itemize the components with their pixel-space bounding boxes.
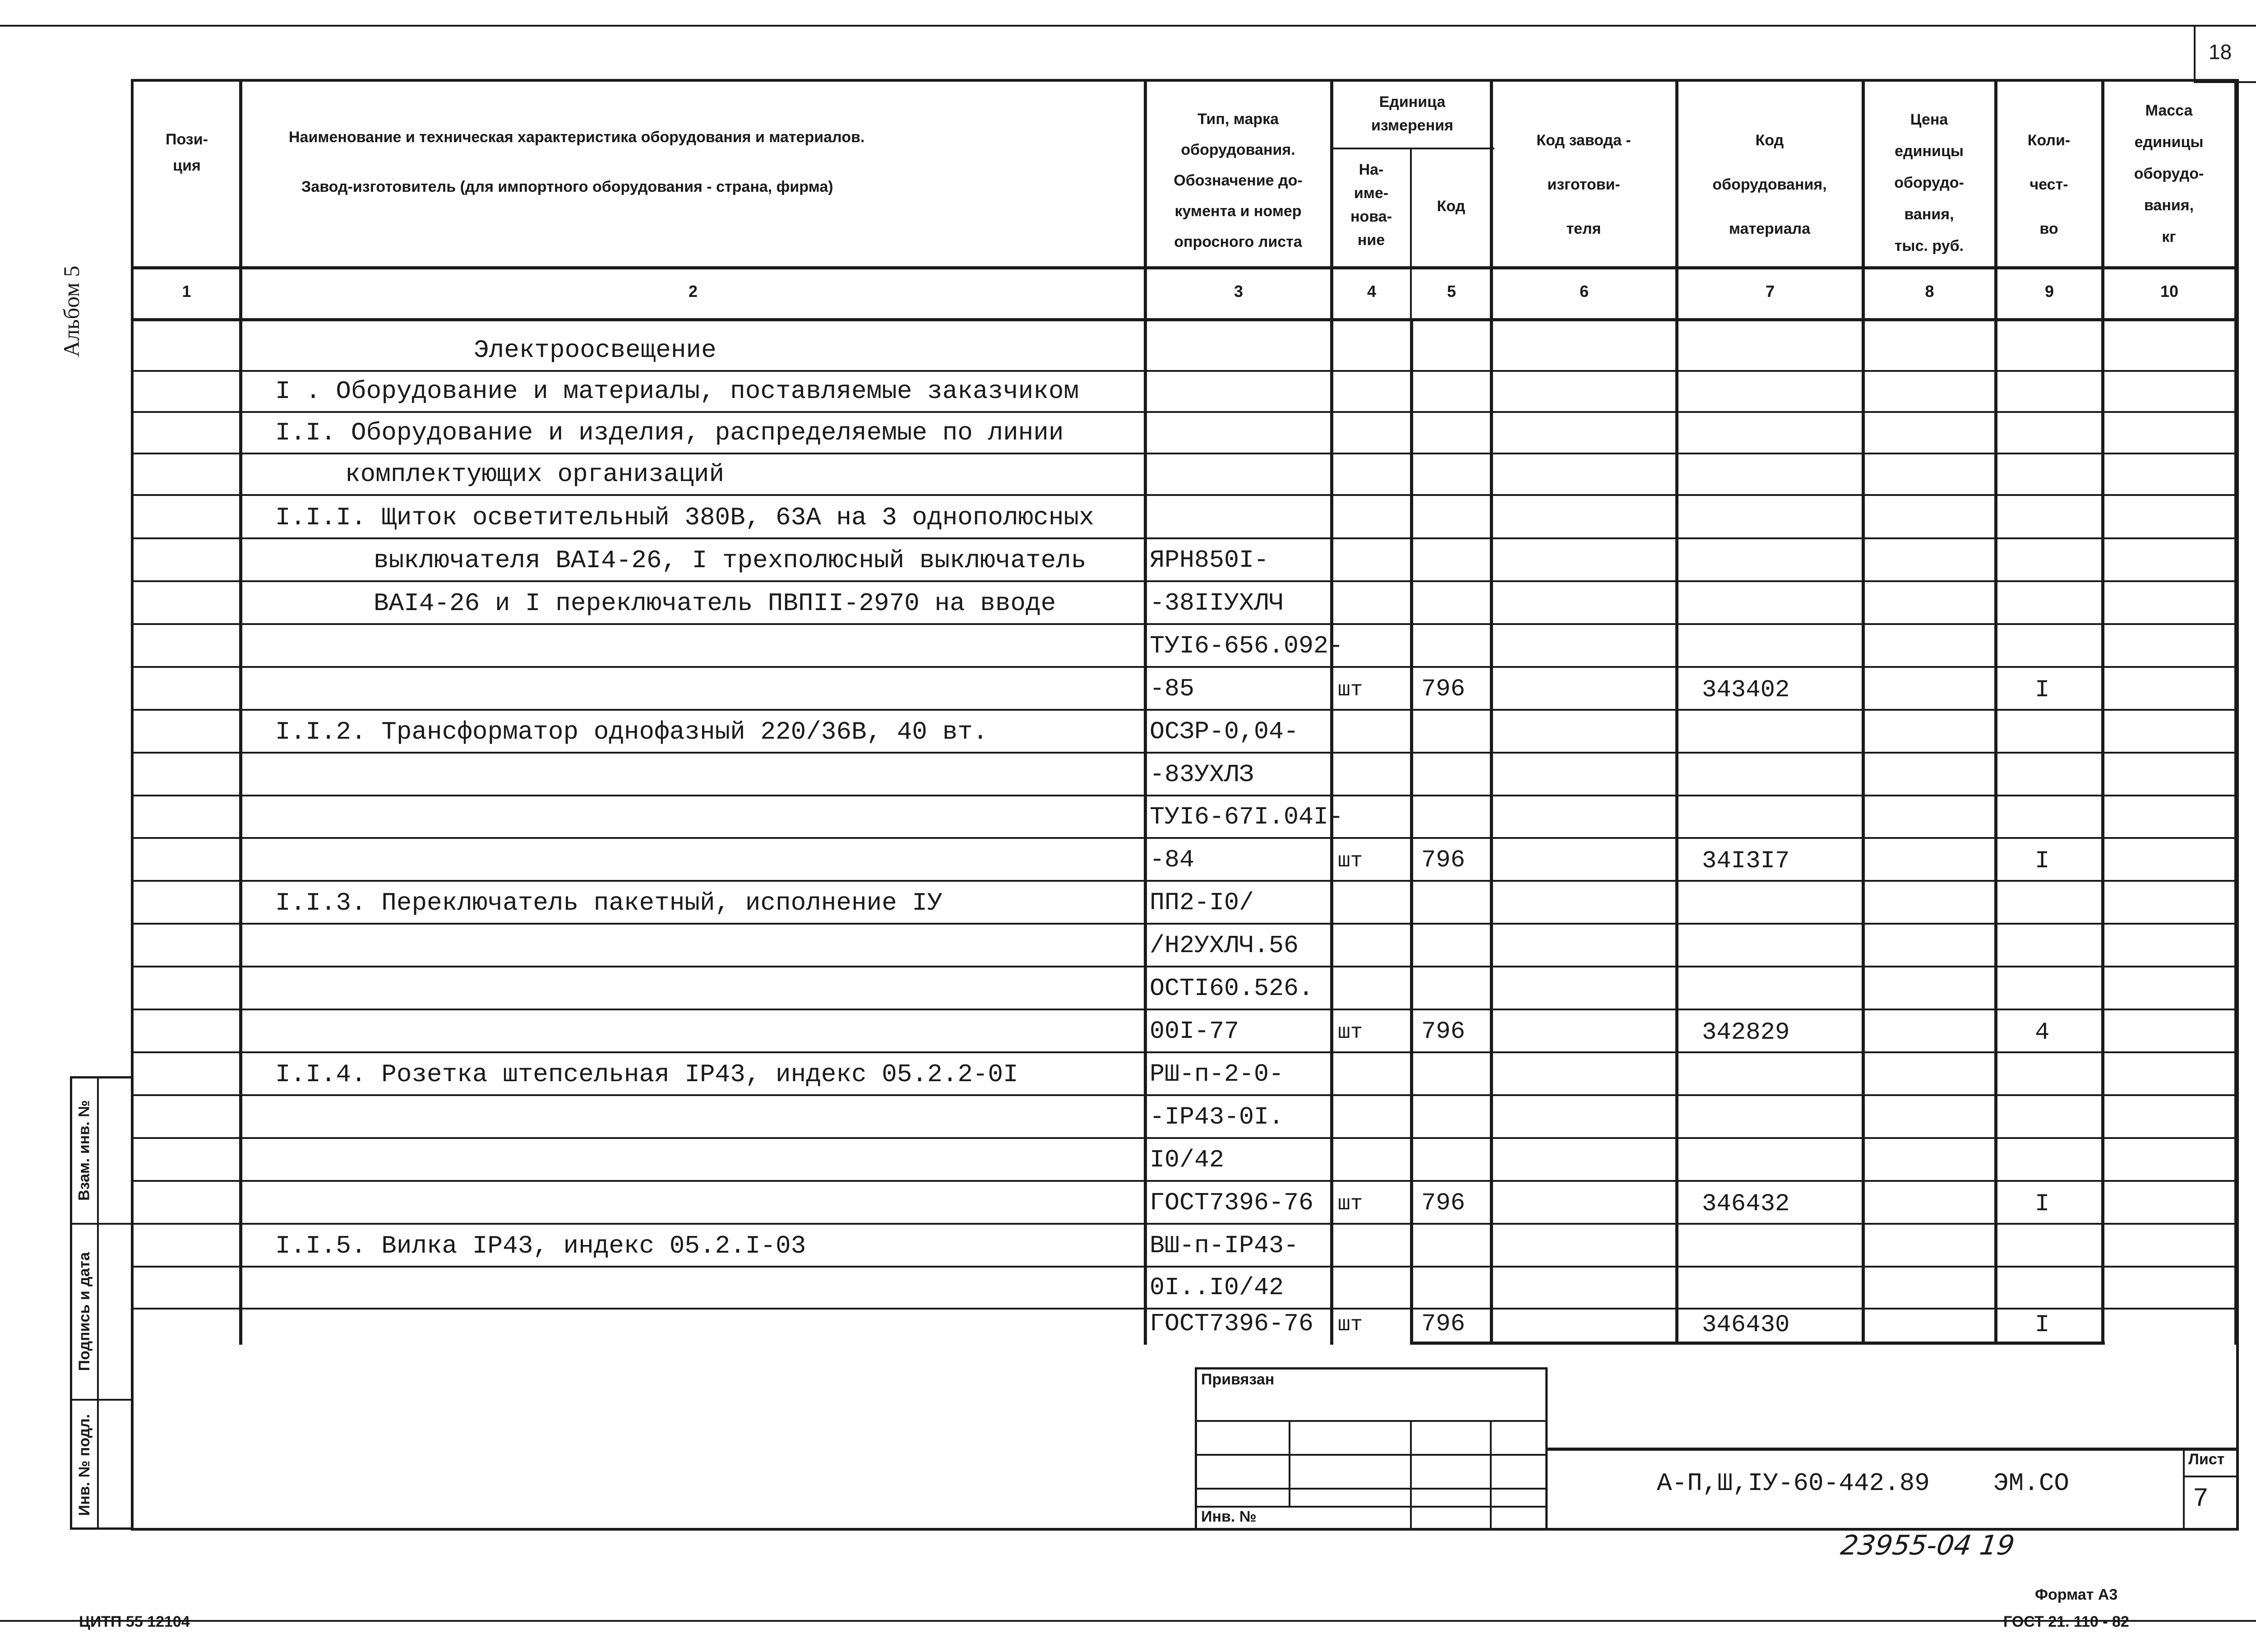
colnum-3: 3 bbox=[1234, 282, 1244, 301]
header-col2-line2: Завод-изготовитель (для импортного оборудования - страна, фирма) bbox=[301, 178, 833, 195]
bottom-border-line bbox=[0, 1620, 2256, 1622]
list-label: Лист bbox=[2188, 1451, 2225, 1468]
row-name: I.I.4. Розетка штепсельная IP43, индекс 05.2.2-0I bbox=[275, 1060, 1018, 1089]
row-unit: шт bbox=[1338, 1021, 1363, 1044]
header-col4: На- име- нова- ние bbox=[1350, 161, 1392, 249]
colnum-1: 1 bbox=[182, 282, 191, 301]
row-type: -IP43-0I. bbox=[1150, 1103, 1284, 1131]
stamp-line-2 bbox=[1195, 1454, 1548, 1456]
row-eq-code: 343402 bbox=[1702, 676, 1790, 704]
header-col3: Тип, марка оборудования. Обозначение до- кумента и номер опросного листа bbox=[1174, 111, 1303, 250]
podpis-cell bbox=[72, 1225, 97, 1398]
stamp-line-1 bbox=[1195, 1420, 1548, 1422]
stamp-line-4 bbox=[1195, 1506, 1548, 1508]
row-qty: I bbox=[2035, 1190, 2050, 1218]
colnum-6: 6 bbox=[1579, 282, 1589, 301]
row-code: 796 bbox=[1421, 1018, 1465, 1046]
row-unit: шт bbox=[1338, 678, 1363, 702]
binding-strip-divider bbox=[97, 1076, 99, 1530]
header-col2-line1: Наименование и техническая характеристика оборудования и материалов. bbox=[289, 129, 865, 146]
header-col45: Единица измерения bbox=[1371, 93, 1453, 134]
row-type: ВШ-п-IP43- bbox=[1150, 1231, 1299, 1260]
header-col7: Код оборудования, материала bbox=[1712, 132, 1827, 237]
row-name: I.I.2. Трансформатор однофазный 220/36В, 40 вт. bbox=[275, 717, 988, 746]
header-col5: Код bbox=[1437, 198, 1465, 215]
colnum-bottom-line bbox=[131, 318, 2239, 321]
privyazan-label: Привязан bbox=[1201, 1371, 1275, 1388]
binding-strip-line-1 bbox=[70, 1223, 133, 1225]
row-code: 796 bbox=[1421, 1310, 1465, 1338]
row-type: ТУI6-67I.04I- bbox=[1150, 803, 1344, 831]
row-qty: I bbox=[2035, 847, 2050, 875]
vzam-cell bbox=[72, 1078, 97, 1222]
stamp-vline-2 bbox=[1410, 1420, 1412, 1531]
row-eq-code: 346430 bbox=[1702, 1311, 1790, 1339]
row-eq-code: 346432 bbox=[1702, 1190, 1790, 1218]
colnum-5: 5 bbox=[1447, 282, 1456, 301]
header-col8: Цена единицы оборудо- вания, тыс. руб. bbox=[1894, 111, 1964, 255]
album-label-wrap bbox=[53, 244, 89, 379]
inv-no-label: Инв. № bbox=[1201, 1508, 1257, 1525]
row-type: -83УХЛЗ bbox=[1150, 760, 1254, 789]
row-type: РШ-п-2-0- bbox=[1150, 1060, 1284, 1088]
row-code: 796 bbox=[1421, 676, 1465, 703]
row-code: 796 bbox=[1421, 847, 1465, 874]
colnum-10: 10 bbox=[2160, 282, 2179, 301]
row-name: I.I.5. Вилка IP43, индекс 05.2.I-03 bbox=[275, 1231, 806, 1260]
stamp-list-line bbox=[2183, 1476, 2239, 1477]
table-row bbox=[131, 329, 2239, 371]
footer-gost: ГОСТ 21. 110 - 82 bbox=[2003, 1613, 2129, 1630]
list-number: 7 bbox=[2193, 1485, 2209, 1514]
top-border-line bbox=[0, 25, 2256, 27]
stamp-doc-top-line bbox=[1545, 1448, 2239, 1451]
row-name: I.I. Оборудование и изделия, распределяемые по линии bbox=[275, 418, 1064, 447]
row-unit: шт bbox=[1338, 849, 1363, 873]
row-type: /Н2УХЛЧ.56 bbox=[1150, 931, 1299, 960]
row-qty: I bbox=[2035, 676, 2050, 704]
binding-strip-line-2 bbox=[70, 1399, 133, 1401]
row-type: ОСТI60.526. bbox=[1150, 974, 1314, 1003]
row-eq-code: 342829 bbox=[1702, 1019, 1790, 1046]
row-type: ОСЗР-0,04- bbox=[1150, 717, 1299, 746]
colnum-4: 4 bbox=[1367, 282, 1377, 301]
row-qty: I bbox=[2035, 1311, 2050, 1339]
row-type: ПП2-I0/ bbox=[1150, 888, 1254, 917]
header-col1: Пози- ция bbox=[166, 131, 208, 174]
stamp-vline-1 bbox=[1289, 1420, 1290, 1506]
doc-code: А-П,Ш,IУ-60-442.89 bbox=[1657, 1469, 1930, 1498]
row-type: ЯРН850I- bbox=[1150, 546, 1269, 574]
row-type: I0/42 bbox=[1150, 1146, 1225, 1174]
page-num-box-left bbox=[2194, 25, 2196, 83]
row-type: -84 bbox=[1150, 846, 1195, 874]
colnum-8: 8 bbox=[1925, 282, 1934, 301]
row-type: ГОСТ7396-76 bbox=[1150, 1189, 1314, 1217]
row-name: Электроосвещение bbox=[474, 336, 717, 365]
row-name: ВАI4-26 и I переключатель ПВПII-2970 на вводе bbox=[374, 589, 1056, 618]
header-bottom-line bbox=[131, 266, 2239, 269]
row-type: -38IIУХЛЧ bbox=[1150, 589, 1284, 617]
colnum-2: 2 bbox=[688, 282, 698, 301]
colnum-7: 7 bbox=[1765, 282, 1775, 301]
doc-mark: ЭМ.СО bbox=[1993, 1469, 2070, 1498]
row-eq-code: 34I3I7 bbox=[1702, 847, 1790, 875]
header-col9: Коли- чест- во bbox=[2027, 132, 2071, 237]
handwritten-number: 23955-04 19 bbox=[1839, 1530, 2017, 1561]
vzam-label: Взам. инв. № bbox=[75, 1100, 93, 1201]
header-col10: Масса единицы оборудо- вания, кг bbox=[2134, 102, 2204, 245]
row-qty: 4 bbox=[2035, 1019, 2050, 1046]
row-name: комплектующих организаций bbox=[345, 460, 725, 489]
footer-left: ЦИТП 55 12104 bbox=[79, 1613, 190, 1630]
row-unit: шт bbox=[1338, 1192, 1363, 1216]
row-name: выключателя ВАI4-26, I трехполюсный выключатель bbox=[374, 546, 1086, 575]
row-name: I . Оборудование и материалы, поставляемые заказчиком bbox=[275, 377, 1079, 406]
page-number: 18 bbox=[2209, 40, 2232, 64]
unit-subheader-line bbox=[1331, 148, 1494, 149]
row-type: 0I..I0/42 bbox=[1150, 1273, 1284, 1302]
stamp-line-3 bbox=[1195, 1488, 1548, 1490]
row-type: 00I-77 bbox=[1150, 1017, 1239, 1046]
inv-label: Инв. № подл. bbox=[76, 1414, 93, 1516]
row-type: ТУI6-656.092- bbox=[1150, 632, 1344, 660]
stamp-list-divider bbox=[2183, 1448, 2185, 1531]
format-label: Формат А3 bbox=[2035, 1586, 2118, 1603]
row-type: ГОСТ7396-76 bbox=[1150, 1310, 1314, 1338]
row-unit: шт bbox=[1338, 1313, 1363, 1337]
inv-cell bbox=[72, 1401, 97, 1529]
stamp-vline-3 bbox=[1490, 1420, 1492, 1531]
row-name: I.I.I. Щиток осветительный 380В, 63А на 3 однополюсных bbox=[275, 503, 1094, 532]
row-code: 796 bbox=[1421, 1189, 1465, 1217]
row-type: -85 bbox=[1150, 675, 1195, 703]
podpis-label: Подпись и дата bbox=[76, 1252, 93, 1371]
row-name: I.I.3. Переключатель пакетный, исполнение IУ bbox=[275, 888, 943, 917]
header-col6: Код завода - изготови- теля bbox=[1536, 132, 1631, 237]
album-label: Альбом 5 bbox=[59, 265, 84, 357]
colnum-9: 9 bbox=[2044, 282, 2054, 301]
